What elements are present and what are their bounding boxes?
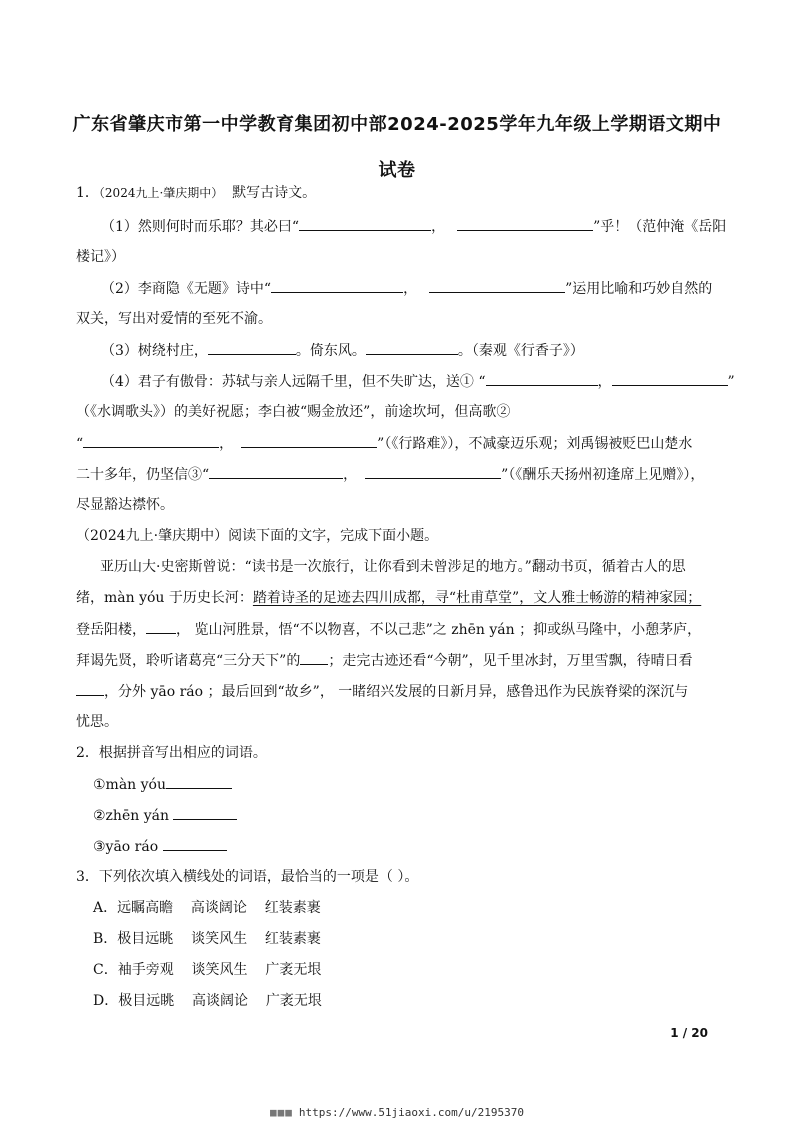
q1-part3: （3）树绕村庄， 。倚东风。 。（秦观《行香子》） bbox=[101, 340, 743, 361]
answer-blank[interactable] bbox=[166, 774, 232, 789]
passage-line-2: 绪，màn yóu 于历史长河：踏着诗圣的足迹去四川成都，寻“杜甫草堂”，文人雅士畅游的精神家园； bbox=[76, 590, 702, 606]
passage-line-5: ，分外 yāo ráo ；最后回到“故乡”， 一睹绍兴发展的日新月异，感鲁迅作为民族脊梁的深沉与 bbox=[76, 681, 718, 702]
answer-blank[interactable] bbox=[365, 464, 501, 479]
exam-title bbox=[40, 102, 754, 194]
reading-intro: （2024九上·肇庆期中）阅读下面的文字，完成下面小题。 bbox=[76, 528, 439, 544]
footer-dots: ■■■ bbox=[269, 1106, 293, 1119]
q1-instruction: 默写古诗文。 bbox=[232, 185, 317, 201]
answer-blank[interactable] bbox=[300, 650, 328, 665]
q2-item-2: ②zhēn yán bbox=[93, 805, 735, 826]
q1-part4-line2: （《水调歌头》）的美好祝愿；李白被“赐金放还”，前途坎坷，但高歌② bbox=[76, 404, 511, 420]
answer-blank[interactable] bbox=[76, 681, 104, 696]
answer-blank[interactable] bbox=[83, 433, 219, 448]
answer-blank[interactable] bbox=[429, 278, 565, 293]
answer-blank[interactable] bbox=[241, 433, 377, 448]
footer-url[interactable]: https://www.51jiaoxi.com/u/2195370 bbox=[298, 1106, 525, 1119]
q1-source: （2024九上·肇庆期中） bbox=[98, 186, 224, 200]
answer-blank[interactable] bbox=[209, 464, 343, 479]
q1-heading bbox=[76, 183, 718, 203]
footer-watermark bbox=[0, 1106, 794, 1119]
answer-blank[interactable] bbox=[299, 216, 431, 231]
passage-line-1: 亚历山大·史密斯曾说：“读书是一次旅行，让你看到未曾涉足的地方。”翻动书页，循着古人的思 bbox=[100, 559, 686, 575]
q1-part4-line5: 尽显豁达襟怀。 bbox=[76, 497, 174, 513]
answer-blank[interactable] bbox=[173, 805, 237, 820]
q3-option-a[interactable]: A．远瞩高瞻 高谈阔论 红装素裹 bbox=[93, 900, 321, 916]
q3-option-b[interactable]: B．极目远眺 谈笑风生 红装素裹 bbox=[93, 931, 321, 947]
passage-line-3: 登岳阳楼， ， 览山河胜景，悟“不以物喜，不以己悲”之 zhēn yán ；抑或纵马隆中，小憩茅庐， bbox=[76, 619, 718, 640]
answer-blank[interactable] bbox=[208, 340, 296, 355]
answer-blank[interactable] bbox=[163, 836, 227, 851]
answer-blank[interactable] bbox=[612, 371, 728, 386]
q3-heading: 3．下列依次填入横线处的词语，最恰当的一项是（ ）。 bbox=[76, 869, 419, 885]
answer-blank[interactable] bbox=[271, 278, 403, 293]
q1-number: 1． bbox=[76, 185, 99, 201]
answer-blank[interactable] bbox=[486, 371, 598, 386]
q1-part4-line4: 二十多年，仍坚信③“ ， ”（《酬乐天扬州初逢席上见赠》）， bbox=[76, 464, 718, 485]
q2-item-3: ③yāo ráo bbox=[93, 836, 735, 857]
q1-part4-line1: （4）君子有傲骨：苏轼与亲人远隔千里，但不失旷达，送① “ ， ” bbox=[101, 371, 743, 392]
q1-part1-line2: 楼记》） bbox=[76, 249, 125, 265]
answer-blank[interactable] bbox=[146, 619, 176, 634]
q3-option-d[interactable]: D．极目远眺 高谈阔论 广袤无垠 bbox=[93, 993, 322, 1009]
page-number: 1 / 20 bbox=[670, 1026, 708, 1040]
q1-part1-line1: （1）然则何时而乐耶？其必曰“ ， ”乎！（范仲淹《岳阳 bbox=[101, 216, 743, 237]
underlined-sentence: 踏着诗圣的足迹去四川成都，寻“杜甫草堂”，文人雅士畅游的精神家园； bbox=[252, 590, 702, 606]
q1-part2-line1: （2）李商隐《无题》诗中“ ， ”运用比喻和巧妙自然的 bbox=[101, 278, 743, 299]
answer-blank[interactable] bbox=[457, 216, 593, 231]
q2-heading: 2．根据拼音写出相应的词语。 bbox=[76, 745, 267, 761]
q2-item-1: ①màn yóu bbox=[93, 774, 735, 795]
exam-title-line-1: 广东省肇庆市第一中学教育集团初中部2024-2025学年九年级上学期语文期中 bbox=[72, 114, 722, 135]
answer-blank[interactable] bbox=[366, 340, 458, 355]
passage-line-4: 拜谒先贤，聆听诸葛亮“三分天下”的 ；走完古迹还看“今朝”，见千里冰封，万里雪飘，待晴日看 bbox=[76, 650, 718, 671]
q1-part2-line2: 双关，写出对爱情的至死不渝。 bbox=[76, 311, 272, 327]
q1-part4-line3: “ ， ”（《行路难》），不减豪迈乐观；刘禹锡被贬巴山楚水 bbox=[76, 433, 718, 454]
passage-line-6: 忧思。 bbox=[76, 714, 118, 730]
q3-option-c[interactable]: C．袖手旁观 谈笑风生 广袤无垠 bbox=[93, 962, 322, 978]
exam-title-line-2: 试卷 bbox=[378, 160, 416, 181]
